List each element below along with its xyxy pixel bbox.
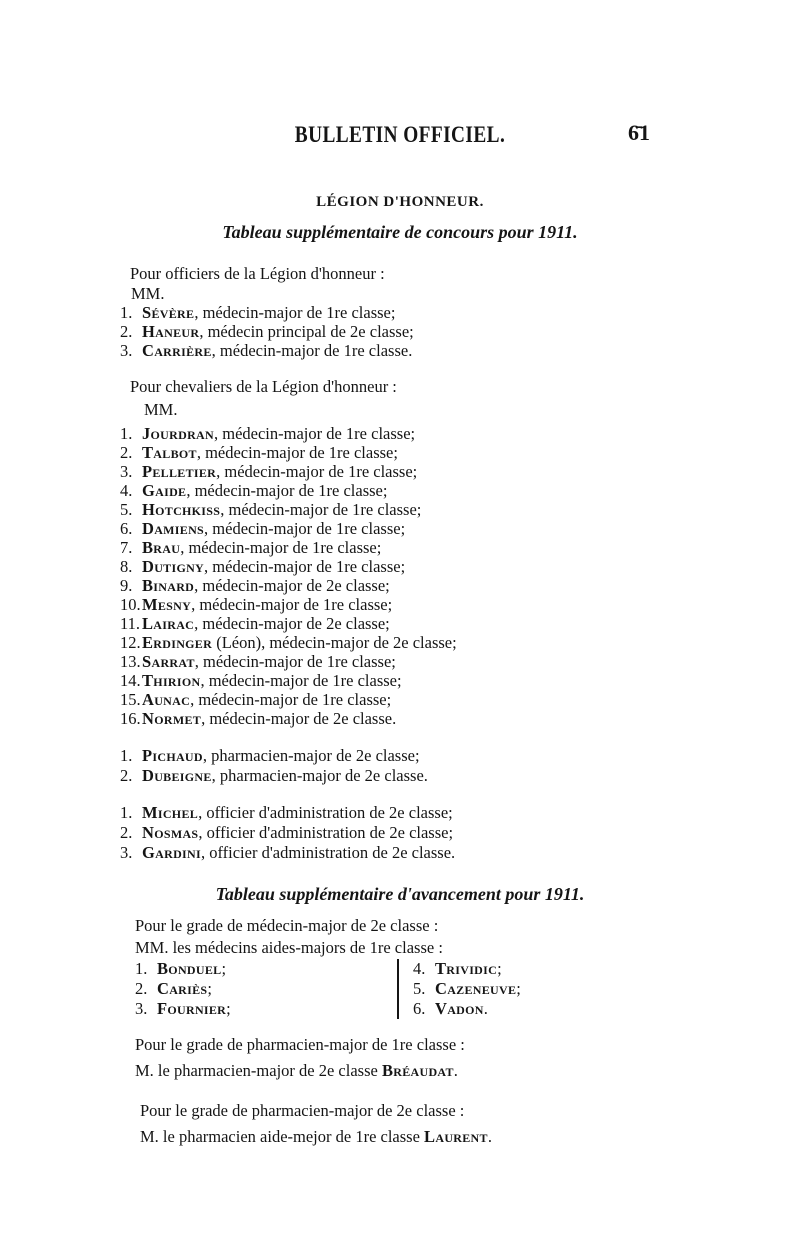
administration-items	[120, 803, 455, 863]
list-item-number: 10.	[120, 595, 141, 614]
page-number: 6̄1	[628, 120, 650, 145]
list-item-name: Vadon	[435, 999, 484, 1018]
list-item-text: , médecin-major de 1re classe;	[196, 443, 398, 462]
list-item-name: Haneur	[142, 322, 200, 341]
list-item-text: , médecin-major de 2e classe.	[201, 709, 397, 728]
pharm1-intro: Pour le grade de pharmacien-major de 1re classe :	[135, 1035, 465, 1054]
list-item-name: Trividic	[435, 959, 498, 978]
section-title: LÉGION D'HONNEUR.	[316, 194, 484, 210]
list-item-text: , médecin-major de 1re classe;	[213, 424, 416, 443]
list-item-number: 1.	[135, 959, 148, 978]
list-item-number: 6.	[120, 519, 133, 538]
list-item	[413, 979, 521, 999]
list-item-name: Cariès	[157, 979, 208, 998]
list-item-name: Gaide	[142, 481, 187, 500]
list-item-name: Jourdran	[142, 424, 214, 443]
administration-list	[120, 803, 455, 863]
list-item-number: 8.	[120, 557, 133, 576]
list-item-name: Carrière	[142, 341, 212, 360]
officiers-mm: MM.	[131, 284, 165, 303]
list-item	[120, 462, 457, 481]
list-item	[413, 999, 521, 1019]
list-item-name: Mesny	[142, 595, 192, 614]
list-item	[120, 322, 414, 341]
list-item-text: , médecin-major de 1re classe;	[180, 538, 382, 557]
list-item-text: , médecin-major de 1re classe;	[200, 671, 402, 690]
list-item-number: 3.	[120, 462, 133, 481]
list-item-name: Dutigny	[142, 557, 205, 576]
officiers-intro-text: Pour officiers de la Légion d'honneur :	[130, 264, 385, 283]
list-item-text: .	[483, 999, 488, 1018]
list-item	[120, 519, 457, 538]
list-item	[120, 746, 428, 766]
pharm1-line-end: .	[453, 1061, 458, 1080]
list-item-text: , médecin-major de 1re classe;	[191, 595, 393, 614]
list-item-number: 14.	[120, 671, 141, 690]
list-item-name: Michel	[142, 803, 199, 822]
list-item-name: Nosmas	[142, 823, 199, 842]
list-item-text: (Léon), médecin-major de 2e classe;	[212, 633, 457, 652]
pharm2-line-end: .	[487, 1127, 492, 1146]
list-item-name: Talbot	[142, 443, 197, 462]
officiers-items	[120, 303, 414, 360]
list-item-text: , médecin-major de 1re classe;	[194, 652, 396, 671]
chevaliers-intro-text: Pour chevaliers de la Légion d'honneur :	[130, 377, 397, 396]
list-item-name: Pichaud	[142, 746, 203, 765]
list-item	[120, 303, 414, 322]
list-item	[120, 690, 457, 709]
pharm1-line	[135, 1058, 465, 1084]
avancement-subtitle: Tableau supplémentaire d'avancement pour 1911.	[215, 884, 585, 904]
list-item	[120, 557, 457, 576]
medecin-intro-text: Pour le grade de médecin-major de 2e classe :	[135, 916, 439, 935]
list-item-name: Sarrat	[142, 652, 195, 671]
list-item	[120, 803, 455, 823]
list-item-text: , officier d'administration de 2e classe;	[198, 823, 454, 842]
list-item	[120, 500, 457, 519]
list-item	[135, 979, 397, 999]
list-item	[120, 443, 457, 462]
list-item	[120, 709, 457, 728]
list-item	[120, 614, 457, 633]
list-item	[135, 959, 397, 979]
list-item-name: Dubeigne	[142, 766, 212, 785]
list-item-text: ;	[207, 979, 212, 998]
officiers-intro	[130, 264, 385, 283]
list-item	[120, 652, 457, 671]
list-item-name: Brau	[142, 538, 181, 557]
officiers-list	[120, 284, 414, 360]
list-item-number: 9.	[120, 576, 133, 595]
pharm2-line	[140, 1124, 492, 1150]
list-item-text: ;	[221, 959, 227, 978]
list-item-number: 6.	[413, 999, 426, 1018]
list-item-text: , officier d'administration de 2e classe.	[200, 843, 456, 862]
list-item	[413, 959, 521, 979]
list-item-text: , médecin-major de 1re classe;	[204, 519, 406, 538]
list-item	[120, 481, 457, 500]
list-item-number: 3.	[135, 999, 148, 1018]
list-item-name: Aunac	[142, 690, 191, 709]
list-item-name: Sévère	[142, 303, 195, 322]
chevaliers-list	[120, 400, 457, 728]
list-item-number: 5.	[413, 979, 426, 998]
list-item-text: , médecin-major de 1re classe;	[186, 481, 388, 500]
list-item	[120, 576, 457, 595]
list-item-number: 1.	[120, 424, 133, 443]
pharm2-line-name: Laurent	[424, 1127, 488, 1146]
concours-subtitle: Tableau supplémentaire de concours pour 1911.	[222, 222, 578, 242]
avancement-left-column	[135, 959, 399, 1019]
medecin-mm-text: MM. les médecins aides-majors de 1re classe :	[135, 938, 443, 957]
list-item-number: 15.	[120, 690, 141, 709]
list-item-text: , médecin-major de 1re classe;	[194, 303, 396, 322]
running-title: BULLETIN OFFICIEL.	[294, 122, 506, 147]
list-item	[135, 999, 397, 1019]
list-item-number: 7.	[120, 538, 133, 557]
list-item-number: 1.	[120, 803, 133, 822]
pharm1-line-text: M. le pharmacien-major de 2e classe	[135, 1061, 382, 1080]
list-item-text: , médecin-major de 1re classe;	[190, 690, 392, 709]
list-item	[120, 341, 414, 360]
list-item-number: 13.	[120, 652, 141, 671]
chevaliers-items	[120, 424, 457, 728]
list-item-number: 2.	[135, 979, 148, 998]
list-item-name: Lairac	[142, 614, 195, 633]
list-item-number: 1.	[120, 303, 133, 322]
list-item-name: Binard	[142, 576, 195, 595]
list-item	[120, 424, 457, 443]
list-item-text: ;	[226, 999, 231, 1018]
list-item-name: Fournier	[157, 999, 227, 1018]
list-item-number: 1.	[120, 746, 133, 765]
list-item	[120, 766, 428, 786]
pharmaciens-list	[120, 746, 428, 786]
list-item-text: , pharmacien-major de 2e classe;	[202, 746, 420, 765]
list-item	[120, 595, 457, 614]
pharm2-line-text: M. le pharmacien aide-mejor de 1re classe	[140, 1127, 425, 1146]
list-item-number: 5.	[120, 500, 133, 519]
list-item-number: 4.	[413, 959, 426, 978]
chevaliers-intro	[130, 377, 397, 396]
list-item-name: Pelletier	[142, 462, 217, 481]
list-item-name: Hotchkiss	[142, 500, 221, 519]
list-item-name: Normet	[142, 709, 202, 728]
list-item-text: ;	[516, 979, 521, 998]
list-item-number: 2.	[120, 823, 133, 842]
list-item-text: , médecin-major de 1re classe.	[211, 341, 413, 360]
list-item-text: , médecin-major de 1re classe;	[216, 462, 418, 481]
list-item-number: 3.	[120, 341, 133, 360]
pharmaciens-items	[120, 746, 428, 786]
list-item	[120, 671, 457, 690]
list-item-number: 2.	[120, 766, 133, 785]
list-item-text: , médecin-major de 1re classe;	[204, 557, 406, 576]
list-item-name: Bonduel	[157, 959, 222, 978]
chevaliers-mm: MM.	[144, 400, 178, 419]
list-item	[120, 633, 457, 652]
list-item-text: , médecin principal de 2e classe;	[199, 322, 414, 341]
list-item-text: , médecin-major de 2e classe;	[194, 614, 390, 633]
list-item	[120, 843, 455, 863]
list-item-number: 12.	[120, 633, 141, 652]
list-item-number: 16.	[120, 709, 141, 728]
pharm2-block	[140, 1098, 492, 1150]
list-item-name: Thirion	[142, 671, 201, 690]
list-item-number: 3.	[120, 843, 133, 862]
list-item	[120, 823, 455, 843]
list-item-name: Cazeneuve	[435, 979, 517, 998]
pharm2-intro: Pour le grade de pharmacien-major de 2e classe :	[140, 1101, 465, 1120]
list-item-text: ;	[497, 959, 502, 978]
pharm1-block	[135, 1032, 465, 1084]
list-item-text: , médecin-major de 1re classe;	[220, 500, 422, 519]
list-item-name: Erdinger	[142, 633, 213, 652]
pharm1-line-name: Bréaudat	[381, 1061, 454, 1080]
list-item-name: Damiens	[142, 519, 205, 538]
list-item-number: 4.	[120, 481, 133, 500]
avancement-medecin-intro	[135, 915, 443, 959]
list-item-number: 11.	[120, 614, 141, 633]
avancement-columns	[135, 959, 521, 1019]
list-item-text: , médecin-major de 2e classe;	[194, 576, 390, 595]
list-item-name: Gardini	[142, 843, 201, 862]
list-item-text: , officier d'administration de 2e classe;	[198, 803, 453, 822]
list-item	[120, 538, 457, 557]
avancement-right-column	[399, 959, 521, 1019]
list-item-number: 2.	[120, 443, 133, 462]
list-item-text: , pharmacien-major de 2e classe.	[211, 766, 428, 785]
list-item-number: 2.	[120, 322, 133, 341]
